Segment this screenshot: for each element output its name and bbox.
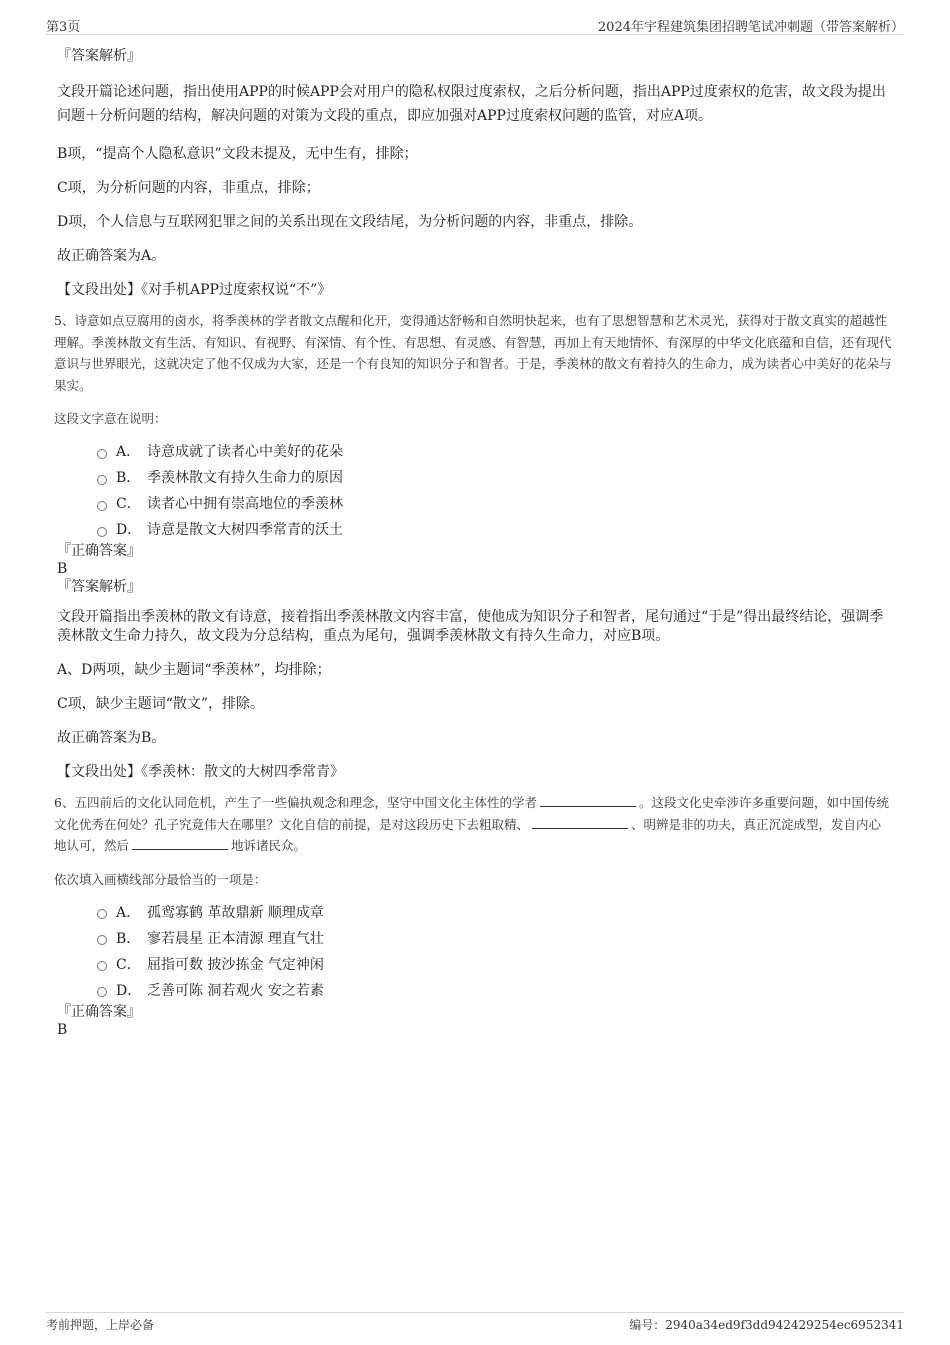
document-title: 2024年宇程建筑集团招聘笔试冲刺题（带答案解析）: [597, 20, 904, 35]
option-b[interactable]: B． 寥若晨星 正本清源 理直气壮: [57, 925, 893, 951]
analysis-line-c: C项，为分析问题的内容，非重点，排除；: [57, 180, 320, 196]
question-5-text: 5、诗意如点豆腐用的卤水，将季羡林的学者散文点醒和化开，变得通达舒畅和自然明快起来，也有了思想智慧和艺术灵光，获得对于散文真实的超越性理解。季羡林散文有生活、有知识、有视野、有深情、有个性、有思想、有灵感、有智慧，再加上有天地情怀、有深厚的中华文化底蕴和自信，还有现代意识与世界眼光，这就决定了他不仅成为大家，还是一个有良知的知识分子和智者。于是，季羡林的散文有着持久的生命力，成为读者心中美好的花朵与果实。: [54, 313, 892, 393]
analysis-line-d: D项，个人信息与互联网犯罪之间的关系出现在文段结尾，为分析问题的内容，非重点，排除。: [57, 214, 643, 230]
correct-answer-statement: 故正确答案为A。: [57, 248, 166, 264]
fill-blank: [540, 793, 636, 807]
analysis-text: 文段开篇论述问题，指出使用APP的时候APP会对用户的隐私权限过度索权，之后分析问题，指出APP过度索权的危害，故文段为提出问题: [57, 84, 886, 124]
plus-sign: ＋: [85, 108, 99, 124]
question-6-options: [57, 899, 893, 1003]
analysis-text: 分析问题的结构，解决问题的对策为文段的重点，即应加强对APP过度索权问题的监管，对应A项。: [99, 108, 713, 124]
correct-answer-label: 『正确答案』: [57, 543, 141, 559]
page-footer: [46, 1312, 904, 1337]
page-number: 第3页: [46, 20, 81, 35]
radio-button[interactable]: [97, 475, 107, 485]
correct-answer-label: 『正确答案』: [57, 1003, 141, 1020]
analysis-line-b: B项，“提高个人隐私意识”文段未提及，无中生有，排除；: [57, 146, 418, 162]
fill-blank: [132, 836, 228, 850]
option-a[interactable]: A． 诗意成就了读者心中美好的花朵: [57, 438, 893, 464]
option-d[interactable]: D． 诗意是散文大树四季常青的沃土: [57, 516, 893, 542]
option-b[interactable]: B． 季羡林散文有持久生命力的原因: [57, 464, 893, 490]
option-d[interactable]: D． 乏善可陈 洞若观火 安之若素: [57, 977, 893, 1003]
question-5-options: [57, 438, 893, 542]
radio-button[interactable]: [97, 987, 107, 997]
correct-answer-value: B: [57, 561, 68, 577]
correct-answer-value: B: [57, 1021, 68, 1038]
question-5-prompt: 这段文字意在说明：: [54, 411, 167, 426]
radio-button[interactable]: [97, 449, 107, 459]
fill-blank: [532, 815, 628, 829]
analysis-paragraph: [57, 80, 893, 128]
radio-button[interactable]: [97, 527, 107, 537]
radio-button[interactable]: [97, 935, 107, 945]
question-6-prompt: 依次填入画横线部分最恰当的一项是：: [54, 871, 267, 887]
radio-button[interactable]: [97, 909, 107, 919]
text-source: 【文段出处】《对手机APP过度索权说“不”》: [57, 282, 332, 298]
correct-answer-statement: 故正确答案为B。: [57, 730, 166, 746]
option-c[interactable]: C． 屈指可数 披沙拣金 气定神闲: [57, 951, 893, 977]
analysis-line-c: C项，缺少主题词“散文”，排除。: [57, 696, 265, 712]
analysis-line-ad: A、D两项，缺少主题词“季羡林”，均排除；: [57, 662, 331, 678]
radio-button[interactable]: [97, 501, 107, 511]
radio-button[interactable]: [97, 961, 107, 971]
answer-analysis-label: 『答案解析』: [57, 579, 141, 595]
footer-slogan: 考前押题，上岸必备: [46, 1318, 155, 1332]
page-header: [46, 14, 904, 35]
option-c[interactable]: C． 读者心中拥有崇高地位的季羡林: [57, 490, 893, 516]
option-a[interactable]: A． 孤鸾寡鹤 革故鼎新 顺理成章: [57, 899, 893, 925]
page-content: [54, 46, 893, 1039]
document-id: 编号：2940a34ed9f3dd942429254ec6952341: [629, 1318, 904, 1332]
answer-analysis-label: 『答案解析』: [57, 48, 141, 64]
analysis-paragraph: 文段开篇指出季羡林的散文有诗意，接着指出季羡林散文内容丰富，使他成为知识分子和智者，尾句通过“于是”得出最终结论，强调季羡林散文生命力持久，故文段为分总结构，重点为尾句，强调季羡林散文有持久生命力，对应B项。: [57, 609, 884, 644]
question-6-text: 6、五四前后的文化认同危机，产生了一些偏执观念和理念，坚守中国文化主体性的学者 。这段文化史牵涉许多重要问题，如中国传统文化优秀在何处？孔子究竟伟大在哪里？文化自信的前提，是对这段历史下去粗取精、 、明辨是非的功夫，真正沉淀成型，发自内心地认可，然后 地诉诸民众。: [54, 795, 889, 853]
text-source: 【文段出处】《季羡林：散文的大树四季常青》: [57, 764, 344, 780]
